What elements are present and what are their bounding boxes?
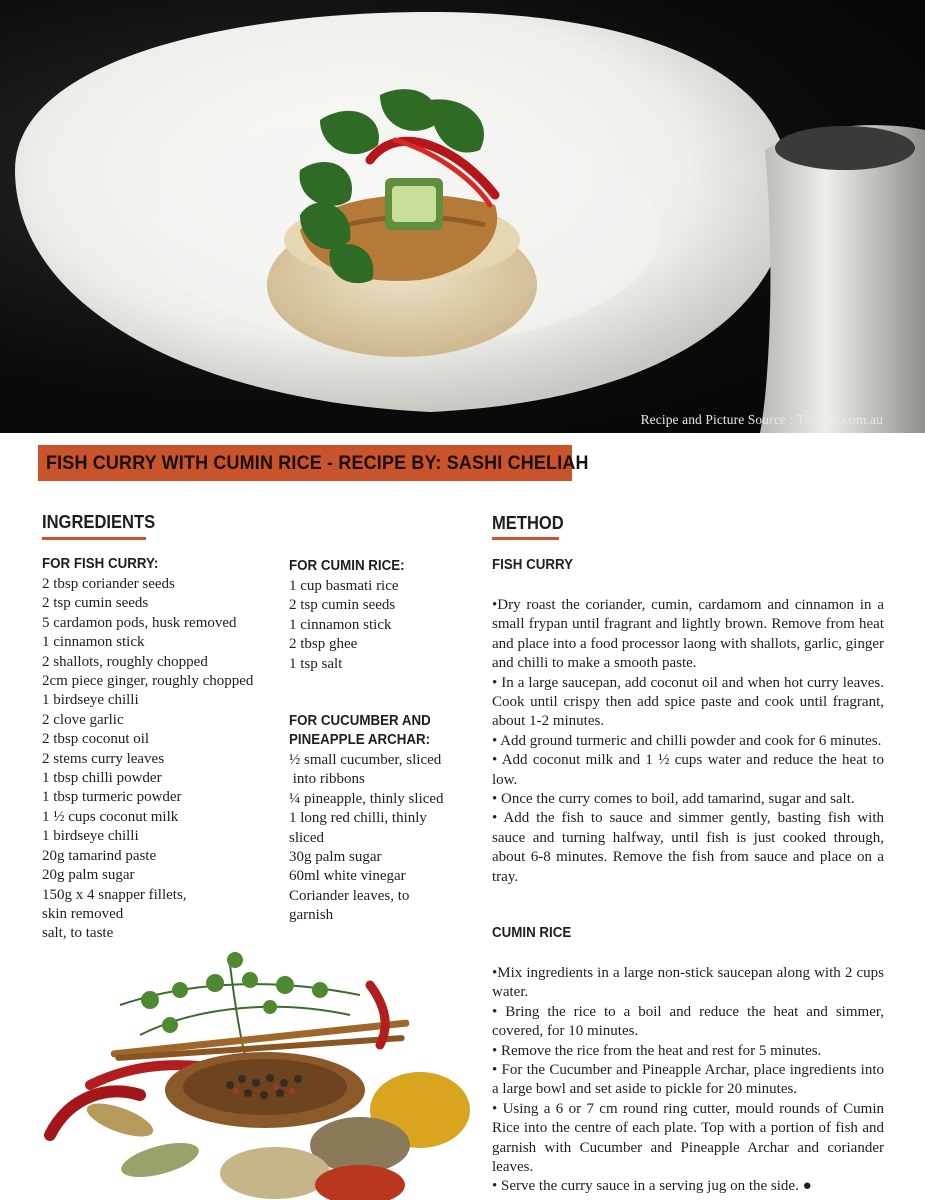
method-step: • In a large saucepan, add coconut oil and when hot curry leaves. Cook until crispy then add spice paste and cook until fragrant, about 1-2 minutes. (492, 674, 884, 730)
list-item: 1 cinnamon stick (289, 616, 392, 633)
ingredients-underline (42, 537, 146, 540)
cumin-rice-method-steps (492, 964, 884, 1197)
method-step: • Bring the rice to a boil and reduce the heat and simmer, covered, for 10 minutes. (492, 1003, 884, 1040)
method-step: • Once the curry comes to boil, add tamarind, sugar and salt. (492, 791, 855, 808)
list-item: 1 tbsp chilli powder (42, 770, 162, 787)
list-item: salt, to taste (42, 925, 114, 942)
method-step: •Mix ingredients in a large non-stick saucepan along with 2 cups water. (492, 965, 884, 1001)
spices-photo (30, 945, 470, 1200)
list-item: 2cm piece ginger, roughly chopped (42, 673, 254, 690)
method-heading: METHOD (492, 513, 564, 533)
cumin-rice-ingredient-list (289, 577, 399, 674)
cumin-rice-ingredients-heading: FOR CUMIN RICE: (289, 558, 405, 574)
list-item: 2 tbsp coriander seeds (42, 576, 175, 592)
ingredients-heading: INGREDIENTS (42, 512, 156, 532)
fish-curry-ingredient-list (42, 575, 253, 944)
method-step: • Using a 6 or 7 cm round ring cutter, mould rounds of Cumin Rice into the centre of each plate. Top with a portion of fish and garnish with Cucumber and Pineapple Archar and coriander leaves. (492, 1100, 884, 1176)
recipe-title: FISH CURRY WITH CUMIN RICE - RECIPE BY: SASHI CHELIAH (46, 452, 589, 474)
list-item: ½ small cucumber, sliced (289, 752, 442, 768)
list-item: 2 tbsp coconut oil (42, 731, 150, 748)
list-item: 60ml white vinegar (289, 868, 406, 885)
fish-curry-dish-photo (0, 0, 925, 433)
list-item: 150g x 4 snapper fillets, (42, 886, 187, 903)
photo-credit: Recipe and Picture Source : Tenplay.com.au (640, 412, 883, 427)
list-item: 2 stems curry leaves (42, 750, 165, 767)
method-step: • Serve the curry sauce in a serving jug on the side. ● (492, 1178, 812, 1195)
fish-curry-method-steps (492, 596, 884, 887)
list-item: 1 long red chilli, thinly (289, 810, 427, 827)
list-item: 2 shallots, roughly chopped (42, 653, 208, 670)
list-item: 1 tsp salt (289, 655, 343, 672)
list-item: ¼ pineapple, thinly sliced (289, 790, 444, 807)
method-step: • Add coconut milk and 1 ½ cups water and reduce the heat to low. (492, 752, 884, 788)
list-item: 2 tsp cumin seeds (42, 595, 149, 612)
list-item: 2 clove garlic (42, 711, 124, 728)
list-item: 20g tamarind paste (42, 847, 157, 864)
archar-ingredients-heading: FOR CUCUMBER AND (289, 713, 431, 729)
method-underline (492, 537, 559, 540)
recipe-title-bar (38, 445, 589, 481)
list-item: 1 ½ cups coconut milk (42, 808, 179, 825)
list-item: skin removed (42, 905, 124, 922)
list-item: garnish (289, 907, 334, 924)
list-item: 5 cardamon pods, husk removed (42, 614, 237, 631)
archar-ingredients-heading-line2: PINEAPPLE ARCHAR: (289, 732, 431, 748)
list-item: 1 tbsp turmeric powder (42, 789, 182, 806)
hero-photo (0, 0, 925, 433)
list-item: into ribbons (289, 771, 365, 788)
list-item: 2 tsp cumin seeds (289, 597, 396, 614)
fish-curry-ingredients-heading: FOR FISH CURRY: (42, 556, 159, 572)
list-item: 1 cinnamon stick (42, 634, 145, 651)
method-step: •Dry roast the coriander, cumin, cardamom and cinnamon in a small frypan until fragrant and lightly brown. Remove from heat and place into a food processor laong with shallots, garlic, ginger and chilli to make a smooth paste. (492, 597, 884, 672)
list-item: 20g palm sugar (42, 867, 135, 884)
archar-ingredient-list (289, 751, 444, 926)
list-item: 1 birdseye chilli (42, 692, 139, 709)
list-item: sliced (289, 829, 324, 846)
method-step: • Add ground turmeric and chilli powder and cook for 6 minutes. (492, 732, 882, 749)
cumin-rice-method-heading: CUMIN RICE (492, 925, 572, 941)
list-item: 1 cup basmati rice (289, 578, 399, 594)
list-item: 30g palm sugar (289, 849, 382, 866)
list-item: 1 birdseye chilli (42, 828, 139, 845)
list-item: Coriander leaves, to (289, 887, 410, 904)
method-step: • Remove the rice from the heat and rest for 5 minutes. (492, 1042, 822, 1059)
list-item: 2 tbsp ghee (289, 636, 358, 653)
method-step: • For the Cucumber and Pineapple Archar, place ingredients into a large bowl and set aside to pickle for 20 minutes. (492, 1062, 884, 1098)
fish-curry-method-heading: FISH CURRY (492, 557, 574, 573)
method-step: • Add the fish to sauce and simmer gently, basting fish with sauce and turning halfway, until fish is just cooked through, about 6-8 minutes. Remove the fish from sauce and place on a tray. (492, 810, 884, 885)
